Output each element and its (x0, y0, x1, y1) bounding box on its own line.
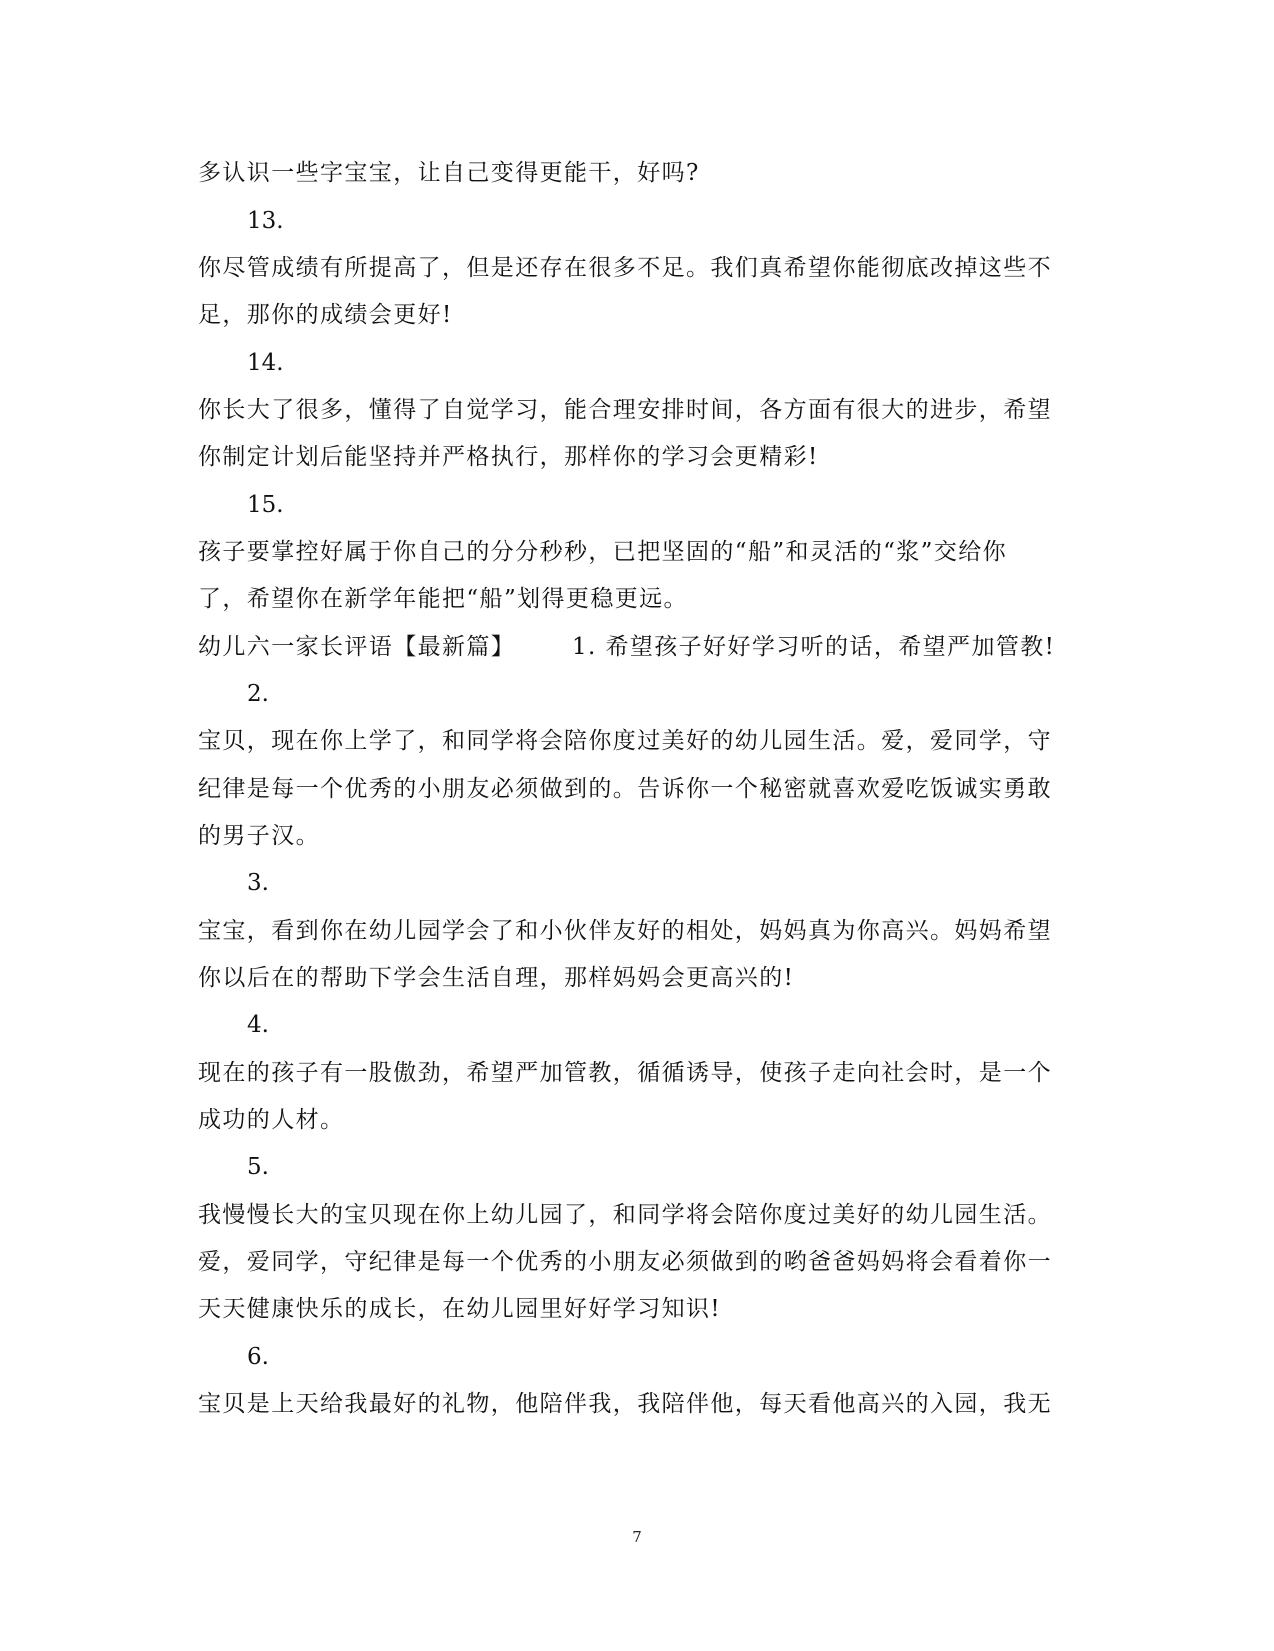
body-text-line: 宝贝，现在你上学了，和同学将会陪你度过美好的幼儿园生活。爱，爱同学，守 (198, 728, 1052, 754)
item-number: 4. (247, 1012, 269, 1038)
item-number: 6. (247, 1344, 269, 1370)
body-text-line: 你以后在的帮助下学会生活自理，那样妈妈会更高兴的! (198, 965, 795, 991)
section-title: 幼儿六一家长评语【最新篇】 (198, 634, 516, 660)
body-text-line: 纪律是每一个优秀的小朋友必须做到的。告诉你一个秘密就喜欢爱吃饭诚实勇敢 (198, 776, 1052, 802)
body-text-line: 宝宝，看到你在幼儿园学会了和小伙伴友好的相处，妈妈真为你高兴。妈妈希望 (198, 918, 1052, 944)
body-text-line: 多认识一些字宝宝，让自己变得更能干，好吗? (198, 160, 700, 186)
section-heading-row (198, 632, 1098, 662)
body-text-line: 你尽管成绩有所提高了，但是还存在很多不足。我们真希望你能彻底改掉这些不 (198, 255, 1052, 281)
body-text-line: 的男子汉。 (198, 823, 320, 849)
body-text-line: 你长大了很多，懂得了自觉学习，能合理安排时间，各方面有很大的进步，希望 (198, 397, 1052, 423)
item-number: 5. (247, 1154, 269, 1180)
body-text-line: 现在的孩子有一股傲劲，希望严加管教，循循诱导，使孩子走向社会时，是一个 (198, 1060, 1052, 1086)
body-text-line: 了，希望你在新学年能把“船”划得更稳更远。 (198, 586, 688, 612)
body-text-line: 你制定计划后能坚持并严格执行，那样你的学习会更精彩! (198, 444, 819, 470)
item-number: 14. (247, 350, 284, 376)
body-text-line: 爱，爱同学，守纪律是每一个优秀的小朋友必须做到的哟爸爸妈妈将会看着你一 (198, 1249, 1052, 1275)
item-number: 15. (247, 492, 284, 518)
section-first-item: 1. 希望孩子好好学习听的话，希望严加管教! (572, 634, 1056, 660)
page-number: 7 (632, 1528, 642, 1546)
body-text-line: 宝贝是上天给我最好的礼物，他陪伴我，我陪伴他，每天看他高兴的入园，我无 (198, 1391, 1052, 1417)
item-number: 3. (247, 870, 269, 896)
body-text-line: 我慢慢长大的宝贝现在你上幼儿园了，和同学将会陪你度过美好的幼儿园生活。 (198, 1202, 1052, 1228)
body-text-line: 成功的人材。 (198, 1107, 345, 1133)
body-text-line: 足，那你的成绩会更好! (198, 302, 453, 328)
item-number: 13. (247, 208, 284, 234)
body-text-line: 孩子要掌控好属于你自己的分分秒秒，已把坚固的“船”和灵活的“浆”交给你 (198, 539, 1008, 565)
body-text-line: 天天健康快乐的成长，在幼儿园里好好学习知识! (198, 1296, 722, 1322)
item-number: 2. (247, 681, 269, 707)
